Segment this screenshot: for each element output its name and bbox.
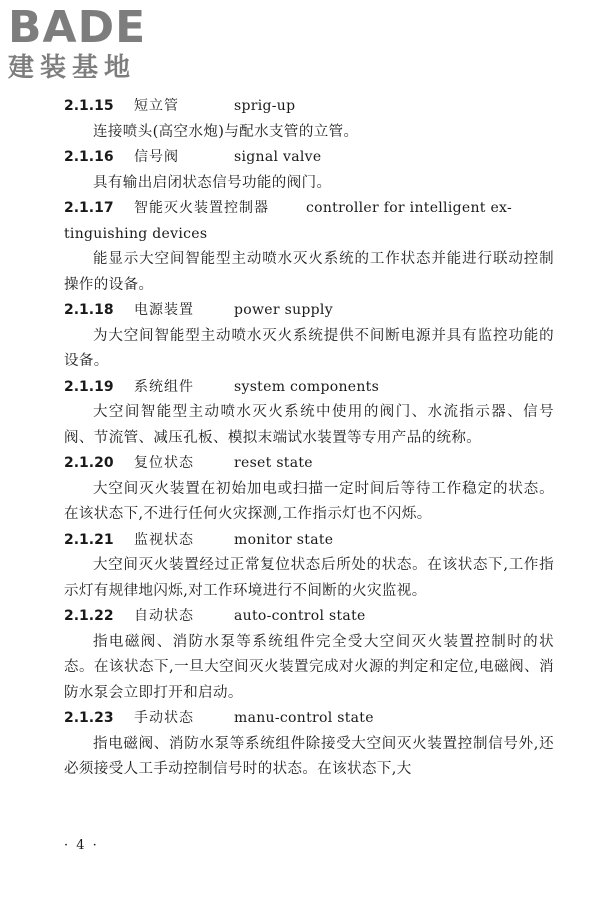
- term-entry-2-1-18: [64, 298, 554, 375]
- term-number: 2.1.16: [64, 149, 114, 165]
- document-body: [64, 94, 554, 783]
- term-english: manu-control state: [234, 710, 374, 726]
- term-english-continuation: tinguishing devices: [64, 225, 208, 242]
- term-number: 2.1.17: [64, 200, 114, 216]
- term-number: 2.1.23: [64, 710, 114, 726]
- term-chinese: 系统组件: [134, 378, 194, 395]
- term-english: power supply: [234, 302, 333, 318]
- term-chinese: 电源装置: [134, 302, 194, 318]
- term-chinese: 复位状态: [134, 455, 194, 471]
- term-heading: [64, 94, 554, 120]
- term-entry-2-1-15: [64, 94, 554, 145]
- term-chinese: 智能灭火装置控制器: [134, 200, 269, 216]
- term-heading: [64, 451, 554, 477]
- term-definition: 指电磁阀、消防水泵等系统组件除接受大空间灭火装置控制信号外,还必须接受人工手动控制信号时的状态。在该状态下,大: [64, 735, 554, 777]
- term-definition: 大空间灭火装置经过正常复位状态后所处的状态。在该状态下,工作指示灯有规律地闪烁,对工作环境进行不间断的火灾监视。: [64, 557, 554, 599]
- term-english: auto-control state: [234, 608, 366, 624]
- term-number: 2.1.20: [64, 455, 114, 471]
- term-chinese: 短立管: [134, 98, 179, 114]
- term-heading: [64, 145, 554, 171]
- term-heading: [64, 604, 554, 630]
- term-definition: 大空间智能型主动喷水灭火系统中使用的阀门、水流指示器、信号阀、节流管、减压孔板、模拟末端试水装置等专用产品的统称。: [64, 404, 554, 446]
- term-english: monitor state: [234, 531, 334, 548]
- term-heading: [64, 375, 554, 401]
- term-entry-2-1-20: [64, 451, 554, 528]
- term-number: 2.1.21: [64, 531, 114, 548]
- term-english: sprig-up: [234, 98, 296, 114]
- logo-subtitle: 建装基地: [8, 53, 137, 83]
- term-english: controller for intelligent ex-: [306, 200, 513, 216]
- term-entry-2-1-23: [64, 706, 554, 783]
- logo-mark: BADE: [8, 2, 147, 53]
- term-entry-2-1-19: [64, 375, 554, 452]
- term-chinese: 监视状态: [134, 531, 194, 548]
- term-definition: 指电磁阀、消防水泵等系统组件完全受大空间灭火装置控制时的状态。在该状态下,一旦大空间灭火装置完成对火源的判定和定位,电磁阀、消防水泵会立即打开和启动。: [64, 633, 554, 701]
- term-heading: [64, 706, 554, 732]
- term-definition: 具有输出启闭状态信号功能的阀门。: [93, 174, 332, 191]
- term-english: reset state: [234, 455, 313, 471]
- term-entry-2-1-21: [64, 528, 554, 605]
- term-entry-2-1-17: [64, 196, 554, 298]
- term-chinese: 信号阀: [134, 149, 179, 165]
- term-english: system components: [234, 378, 380, 395]
- term-definition: 大空间灭火装置在初始加电或扫描一定时间后等待工作稳定的状态。在该状态下,不进行任何火灾探测,工作指示灯也不闪烁。: [64, 480, 554, 522]
- term-heading: [64, 528, 554, 554]
- term-chinese: 自动状态: [134, 608, 194, 624]
- term-definition: 能显示大空间智能型主动喷水灭火系统的工作状态并能进行联动控制操作的设备。: [64, 251, 554, 293]
- term-entry-2-1-22: [64, 604, 554, 706]
- term-heading: [64, 298, 554, 324]
- page-number: · 4 ·: [64, 838, 99, 853]
- term-heading: [64, 196, 554, 222]
- term-number: 2.1.19: [64, 378, 114, 395]
- term-entry-2-1-16: [64, 145, 554, 196]
- term-english: signal valve: [234, 149, 322, 165]
- term-number: 2.1.18: [64, 302, 114, 318]
- term-definition: 为大空间智能型主动喷水灭火系统提供不间断电源并具有监控功能的设备。: [64, 327, 554, 369]
- term-definition: 连接喷头(高空水炮)与配水支管的立管。: [93, 123, 359, 140]
- term-chinese: 手动状态: [134, 710, 194, 726]
- watermark-logo: [8, 4, 178, 90]
- term-number: 2.1.15: [64, 98, 114, 114]
- term-number: 2.1.22: [64, 608, 114, 624]
